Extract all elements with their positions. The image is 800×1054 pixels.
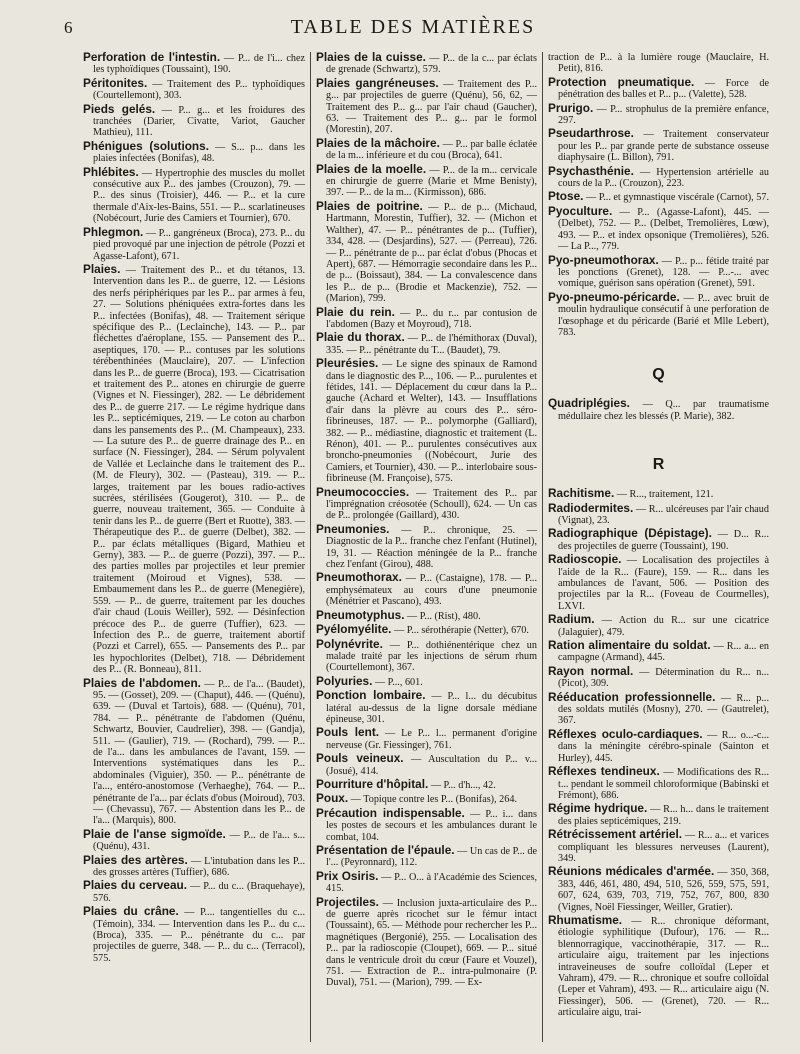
index-entry (316, 484, 537, 522)
index-entry (316, 161, 537, 199)
entry-body: — R... chronique déformant, étiologie syphilitique (Dufour), 176. — R... blennorragique, vaccinothérapie, 317. — R... articulaire aigu, traitement par les injections intraveineuses de soufre colloïdal (Leper et Vahram), 479. — R... chronique et soufre colloïdal (Leper et Vahram), 493. — R... articulaire aigu (N. Fiessinger), 506. — (Grenet), 720. — R... articulaire aigu, trai- (558, 915, 769, 1019)
entry-term: Plaies du cerveau. (83, 878, 187, 893)
index-entry (316, 690, 537, 725)
index-entry (548, 803, 769, 827)
entry-body: — Le P... l... permanent d'origine nerveuse (Gr. Fiessinger), 761. (326, 728, 538, 751)
entry-term: Plaies de l'abdomen. (83, 675, 201, 690)
index-entry (548, 528, 769, 552)
index-entry (316, 753, 537, 777)
index-entry (548, 128, 769, 163)
entry-body: — P.... tangentielles du c... (Témoin), 334. — Intervention dans les P... du c... (Broca), 335. — P... pénétrante du c... par projectiles de guerre, 348. — P... du c... (Terracol), 575. (93, 907, 305, 964)
entry-body: — R... p... des soldats mutilés (Mosny), 270. — (Gautrelet), 367. (558, 692, 769, 727)
entry-term: Précaution indispensable. (316, 805, 465, 820)
entry-term: Réflexes oculo-cardiaques. (548, 726, 703, 741)
index-entry (316, 793, 537, 805)
index-column-1 (78, 52, 310, 1042)
entry-body: — P... chronique, 25. — Diagnostic de la P... franche chez l'enfant (Hutinel), 19, 31. — Réaction méningée de la P... franche chez l'enfant (Girou), 488. (326, 524, 537, 571)
index-entry (316, 868, 538, 895)
entry-term: Plaies de la cuisse. (316, 52, 426, 64)
index-entry (548, 912, 769, 1019)
index-entry (316, 624, 537, 636)
index-entry (83, 261, 305, 676)
entry-term: Réflexes tendineux. (548, 764, 660, 779)
entry-body: — P... (Castaigne), 178. — P... emphysémateux au cours d'une pneumonie (Ménétrier et Pascano), 493. (326, 573, 537, 608)
entry-body: — P... (Rist), 480. (404, 610, 481, 622)
index-entry (316, 304, 537, 331)
entry-term: Protection pneumatique. (548, 74, 695, 89)
entry-term: Plaies du crâne. (83, 904, 179, 919)
entry-term: Péritonites. (83, 75, 148, 90)
entry-term: Pneumothorax. (316, 570, 402, 585)
entry-term: Plaie du thorax. (316, 330, 405, 345)
index-entry (83, 880, 305, 904)
entry-body: — R... a... et varices compliquant les blessures nerveuses (Laurent), 349. (558, 830, 769, 864)
entries-r (548, 488, 769, 1018)
entry-body: — Traitement des P... et du tétanos, 13. Intervention dans les P... de guerre, 12. — Lésions des nerfs périphériques par les P... par armes à feu, 27. — Solutions phéniquées extra-fortes dans les P... infectées (Bonifas), 48. — Traitement sérique spécifique des P... (Leclainche), 143. — P... par fléchettes d'aéroplane, 155. — Pansement des P... aseptiques, 170. — P... contuses par les solutions térébenthinées (Mauclaire), 207. — L'infection dans les P... de guerre (Broca), 193. — Cicatrisation et traitement des P... atones en chirurgie de guerre (Vignes et N. Fiessinger), 282. — Le débridement des P... de guerre 217. — Le régime hydrique dans les P... septicémiques, 219. — Le coton au charbon dans les pansements des P... (M. Champeaux), 233. — La suture des P... de guerre drainage des P... en surface (N. Fiessinger), 284. — Sérum polyvalent de Vallée et Leclainche dans le traitement des P... (M. de Fleury), 302. — (Pasteau), 319. — P... larges, traitement par les boues radio-actives sucrées, stérilisées (Gougerot), 310. — P... de guerre, nouveau traitement, 365. — Conduite à tenir dans les P... de guerre (Bert et Ruotte), 383. — Thérapeutique des P... de guerre (Delbet), 382. — P... par éclats métalliques (Bigard, Mathieu et Gerny), 383. — P... de guerre (Pozzi), 397. — P... des parties molles par projectiles et leur premier traitement (Moiroud et Vignes), 538. — Embaumement dans les P... de guerre (Menegière), 559. — P... de guerre, traitement par les douches d'air chaud (Louis Weiller), 592. — Désinfection précoce des P... de guerre (Tuffier), 623. — Infection des P... de guerre, traitement abortif (Pozzi et Carrel), 655. — Pansements des P... par les hypochlorites (Delbet), 718. — Débridement des P... (R. Bonneau), 811. (93, 264, 305, 676)
entry-term: Pseudarthrose. (548, 126, 634, 141)
entry-term: Psychasthénie. (548, 163, 634, 178)
entry-term: Rééducation professionnelle. (548, 689, 716, 704)
entry-body: — Q... par traumatisme médullaire chez les blessés (P. Marie), 382. (558, 399, 769, 422)
entry-term: Rachitisme. (548, 486, 615, 501)
entry-body: — R... a... en campagne (Armand), 445. (558, 641, 769, 664)
entry-term: Ration alimentaire du soldat. (548, 638, 711, 653)
entry-body: — R... h... dans le traitement des plaies septicémiques, 219. (558, 804, 769, 827)
index-entry (316, 521, 537, 571)
entry-term: Pyo-pneumo-péricarde. (548, 289, 680, 304)
index-entry (548, 74, 769, 101)
index-entry (316, 636, 537, 674)
entry-term: Radiodermites. (548, 500, 634, 515)
index-entry (83, 75, 305, 102)
entry-term: Ptose. (548, 189, 584, 204)
entry-term: Plaies des artères. (83, 852, 188, 867)
entry-body: — R... o...-c... dans la méningite cérébro-spinale (Sainton et Hurley), 445. (558, 729, 769, 764)
entry-body: — P... O... à l'Académie des Sciences, 415. (326, 871, 538, 895)
entry-body: — Auscultation du P... v... (Josué), 414. (326, 754, 537, 777)
index-entry (548, 289, 769, 339)
entry-body: — Localisation des projectiles à l'aide de la R... (Faure), 159. — R... dans les ambulances de l'avant, 506. — Position des projectiles par la R... (Foveau de Courmelles), LXVI. (558, 555, 769, 612)
index-entry (316, 198, 537, 305)
entry-body: — P... et gymnastique viscérale (Carnot), 57. (583, 192, 770, 204)
index-column-2 (310, 52, 542, 1042)
entry-body: — P..., 601. (372, 676, 423, 688)
index-entry (548, 829, 769, 864)
entry-body: — L'intubation dans les P... des grosses artères (Tuffier), 686. (93, 855, 305, 879)
entry-body: traction de P... à la lumière rouge (Mauclaire, H. Petit), 816. (548, 52, 769, 75)
index-entry (548, 191, 769, 203)
index-entry (548, 252, 769, 290)
entry-body: — P... sérothérapie (Netter), 670. (391, 625, 529, 637)
entry-body: — R... ulcéreuses par l'air chaud (Vignat), 23. (558, 503, 769, 526)
index-entry (316, 776, 537, 791)
letter-heading-q: Q (652, 366, 665, 384)
index-entry (83, 224, 305, 262)
index-entry (548, 866, 769, 913)
entry-term: Rétrécissement artériel. (548, 827, 683, 842)
entry-body: — Le signe des spinaux de Ramond dans le diagnostic des P..., 106. — P... purulentes et fétides, 141. — Déplacement du cœur dans la P... gauche (Achard et Welter), 143. — Insufflations d'air dans la plèvre au cours des P... séro-fibrineuses, 187. — P... polymorphe (Galliard), 382. — P... médiastine, diagnostic et traitement (L. Rénon), 401. — P... purulentes consécutives aux broncho-pneumonies ((Nobécourt, Jurie des Camiers, et Tournier), 430. — P... interlobaire sous-fibrineuse (M. Françoise), 575. (326, 359, 538, 485)
entry-term: Présentation de l'épaule. (316, 843, 455, 857)
entry-body: — P... (Agasse-Lafont), 445. — (Delbet), 752. — P... (Delbet, Tremolières, Lœw), 493. — P... et index opsonique (Tremolières), 526. — La P..., 779. (558, 206, 769, 253)
entry-term: Pouls lent. (316, 725, 380, 740)
entry-body: — P... g... et les froidures des tranchées (Darier, Civatte, Variot, Gaucher Mathieu), 111. (93, 104, 306, 139)
entry-term: Pneumococcies. (316, 484, 410, 499)
entry-body: — P... de l'i... chez les typhoïdiques (Toussaint), 190. (93, 53, 305, 76)
entry-term: Ponction lombaire. (316, 688, 426, 703)
entry-body: — Traitement des P... g... par projectiles de guerre (Quénu), 56, 62, — Traitement des P... g... par l'air chaud (Gaucher), 63. — Traitement des P... g... par le formol (Morestin), 207. (326, 78, 537, 136)
index-entry (83, 52, 305, 76)
entry-body: — 350, 368, 383, 446, 461, 480, 494, 510, 526, 559, 575, 591, 607, 624, 639, 703, 719, 752, 767, 800, 830 (Vignes, Noël Fiessinger, Weiller, Gratier). (558, 867, 769, 913)
index-entry (548, 766, 769, 801)
entry-term: Pyo-pneumothorax. (548, 252, 659, 267)
entry-body: — P... d'h..., 42. (428, 779, 496, 791)
entry-term: Pneumonies. (316, 521, 390, 536)
index-entry (548, 203, 769, 253)
entry-term: Régime hydrique. (548, 801, 648, 816)
entry-body: — Action du R... sur une cicatrice (Jalaguier), 479. (558, 615, 769, 638)
entry-term: Phlegmon. (83, 224, 144, 239)
entry-term: Projectiles. (316, 894, 379, 909)
entry-term: Quadriplégies. (548, 396, 630, 411)
index-entry (316, 572, 537, 607)
entry-term: Pouls veineux. (316, 751, 404, 766)
entry-body: — P... du r... par contusion de l'abdomen (Bazy et Moyroud), 718. (326, 307, 537, 330)
index-entry (316, 332, 537, 356)
entry-body: — P... par balle éclatée de la m... inférieure et du cou (Broca), 641. (326, 138, 537, 162)
letter-heading-r: R (652, 456, 665, 474)
entry-body: — S... p... dans les plaies infectées (Bonifas), 48. (93, 141, 305, 165)
index-entry (316, 52, 537, 76)
index-entry (548, 398, 769, 422)
index-column-3 (542, 52, 774, 1042)
entry-term: Plaie du rein. (316, 304, 395, 319)
entry-term: Radioscopie. (548, 552, 622, 567)
index-entry (316, 845, 537, 869)
index-entry (83, 906, 305, 964)
entry-body: — P... i... dans les postes de secours et les ambulances durant le combat, 104. (326, 808, 537, 843)
index-entry (316, 894, 537, 989)
entry-body: — Inclusion juxta-articulaire des P... de guerre après ricochet sur le fémur intact (Toussaint), 65. — Méthode pour rechercher les P... magnétiques (Bergonié), 255. — Localisation des P... par la radioscopie (Cloupet), 669. — P... situé dans le ventricule droit du cœur (Faure et Vouzel), 751. — Extraction de P... intra-pulmonaire (P. Duval), 751. — (Marion), 799. — Ex- (326, 897, 537, 989)
index-entry (548, 663, 769, 690)
entry-body: — Traitement des P... typhoïdiques (Courtellemont), 303. (93, 78, 305, 102)
index-entry (548, 100, 769, 127)
entry-term: Pyoculture. (548, 203, 613, 218)
entry-body: — P... de l'a... s... (Quénu), 431. (93, 829, 305, 853)
entry-body: — Topique contre les P... (Bonifas), 264. (348, 794, 517, 806)
entry-term: Radiographique (Dépistage). (548, 526, 712, 541)
entry-body: — D... R... des projectiles de guerre (Toussaint), 190. (558, 529, 769, 552)
entry-body: — P... de l'hémithorax (Duval), 335. — P... pénétrante du T... (Baudet), 79. (326, 333, 537, 356)
entry-term: Rayon normal. (548, 663, 634, 678)
index-entry (316, 673, 537, 688)
entry-body: — Modifications des R... t... pendant le sommeil chloroformique (Babinski et Frémont), 686. (558, 767, 769, 801)
entry-body: — Détermination du R... n... (Picot), 309. (558, 666, 769, 690)
index-entry (316, 135, 537, 162)
entry-term: Pourriture d'hôpital. (316, 776, 429, 791)
entry-body: — P... p... fétide traité par les ponctions (Grenet), 128. — P...-... avec vomique, guérison sans opération (Grenet), 591. (558, 255, 769, 290)
index-entry (316, 607, 537, 622)
entry-body: — P... gangréneux (Broca), 273. P... du pied provoqué par une injection de pétrole (Pozzi et Agasse-Lafont), 671. (93, 227, 305, 262)
entry-body: — Traitement des P... par l'imprégnation créosotée (Schoull), 624. — Un cas de P... prolongée (Gaillard), 430. (326, 487, 537, 522)
running-title: TABLE DES MATIÈRES (290, 16, 536, 38)
index-columns (78, 52, 774, 1042)
entry-body: — P... de p... (Michaud, Hartmann, Morestin, Tuffier), 32. — (Michon et Walther), 47. — P... pénétrantes de p... (Tuffier), 334, 428. — (Desjardins), 527. — (Perreau), 726. — P... pénétrante de p... par éclat d'obus (Phocas et Apert), 687. — Hémorragie secondaire dans les P... de p... (Boissaut), 384. — La convalescence dans les P... de p... (Brodie et Mackenzie), 752. — (Marion), 799. (326, 201, 537, 305)
entry-term: Rhumatisme. (548, 912, 623, 927)
entry-term: Pieds gelés. (83, 101, 156, 116)
index-entry (83, 101, 306, 139)
index-entry (316, 75, 537, 136)
entry-body: — P... de l'a... (Baudet), 95. — (Gosset), 209. — (Chaput), 446. — (Quénu), 639. — (Duval et Tartois), 688. — (Quénu), 701, 784. — P... pénétrante de l'abdomen (Quénu, Schwartz, Bouvier, Caudrelier), 398. — (Gandja), 511. — (Gaulier), 719. — (Rochard), 799. — P... de l'a... dans les ambulances de l'avant, 159. — Interventions systématiques dans les P... abdominales (Viguier), 350. — P... pénétrante de l'a..., entéro-anostomose (Verhaeghe), 764. — P... pénétrante de l'a... par éclats d'obus (Moiroud), 703. — (Chevassu), 767. — Abstention dans les P... de l'a... (Marquis), 800. (93, 678, 305, 827)
index-entry (83, 138, 305, 165)
index-entry (548, 52, 769, 75)
entry-term: Pyélomyélite. (316, 622, 392, 637)
index-entry (548, 488, 769, 500)
entry-term: Polynévrite. (316, 636, 383, 651)
index-entry (316, 727, 537, 751)
entry-term: Plaies de la mâchoire. (316, 135, 440, 150)
entry-term: Pleurésies. (316, 356, 379, 371)
index-entry (83, 826, 305, 853)
entry-term: Plaies. (83, 261, 121, 276)
entry-term: Réunions médicales d'armée. (548, 864, 715, 879)
entries-q (548, 398, 769, 422)
entry-term: Polyuries. (316, 673, 373, 688)
entry-term: Plaies de la moelle. (316, 161, 427, 176)
index-entry (548, 163, 769, 190)
index-entry (548, 614, 769, 638)
entry-term: Plaie de l'anse sigmoïde. (83, 826, 226, 841)
entry-term: Poux. (316, 791, 349, 806)
entry-term: Phlébites. (83, 164, 139, 179)
entry-term: Pneumotyphus. (316, 607, 405, 622)
entry-term: Plaies de poitrine. (316, 198, 423, 213)
entry-body: — P... du c... (Braquehaye), 576. (93, 881, 305, 904)
index-entry (83, 852, 305, 879)
entry-term: Plaies gangréneuses. (316, 75, 439, 90)
index-entry (83, 164, 305, 225)
entry-body: — Force de pénétration des balles et P... p... (Valette), 528. (558, 77, 769, 101)
entry-body: — P... strophulus de la première enfance, 297. (558, 103, 769, 127)
page-number: 6 (64, 18, 73, 37)
entry-body: — Traitement conservateur pour les P... par grande perte de substance osseuse diaphysaire (L. Billon), 791. (558, 129, 769, 164)
index-entry (548, 554, 769, 612)
index-entry (316, 805, 537, 843)
entry-body: — P... avec bruit de moulin hydraulique consécutif à une perforation de l'œsophage et du péricarde (Barié et Mlle Lebert), 783. (558, 292, 769, 338)
entry-term: Prix Osiris. (316, 868, 379, 883)
entry-term: Phénigues (solutions. (83, 138, 209, 153)
entry-body: — P... de la m... cervicale en chirurgie de guerre (Marie et Mme Benisty), 397. — P... de la m... (Kirmisson), 686. (326, 164, 537, 199)
entry-term: Prurigo. (548, 100, 594, 115)
index-entry (83, 675, 305, 827)
index-entry (548, 689, 769, 727)
entries-p-continued (548, 52, 769, 338)
index-entry (316, 358, 537, 484)
index-entry (548, 640, 769, 664)
entry-body: — P... de la c... par éclats de grenade (Schwartz), 579. (326, 53, 537, 76)
entry-body: — P... dothiénentérique chez un malade traité par les injections de sérum rhum (Courtellemont), 367. (326, 639, 537, 674)
entry-body: — Un cas de P... de l'... (Peyronnard), 112. (326, 846, 537, 869)
entry-body: — Hypertrophie des muscles du mollet consécutive aux P... des jambes (Crouzon), 79. — P... des sinus (Troisier), 446. — P... et la cure thermale d'Aix-les-Bains, 551. — P... scarlatineuses (Nobécourt, Jurie des Camiers et Tournier), 670. (93, 167, 305, 225)
entry-body: — R..., traitement, 121. (614, 489, 714, 501)
entry-body: — P... l... du décubitus latéral au-dessus de la ligne dorsale médiane épineuse, 301. (326, 691, 537, 725)
page-header (62, 14, 764, 44)
entry-term: Perforation de l'intestin. (83, 52, 221, 64)
index-entry (548, 726, 769, 764)
entry-body: — Hypertension artérielle au cours de la P... (Crouzon), 223. (558, 166, 769, 190)
entry-term: Radium. (548, 612, 595, 627)
index-entry (548, 500, 769, 527)
